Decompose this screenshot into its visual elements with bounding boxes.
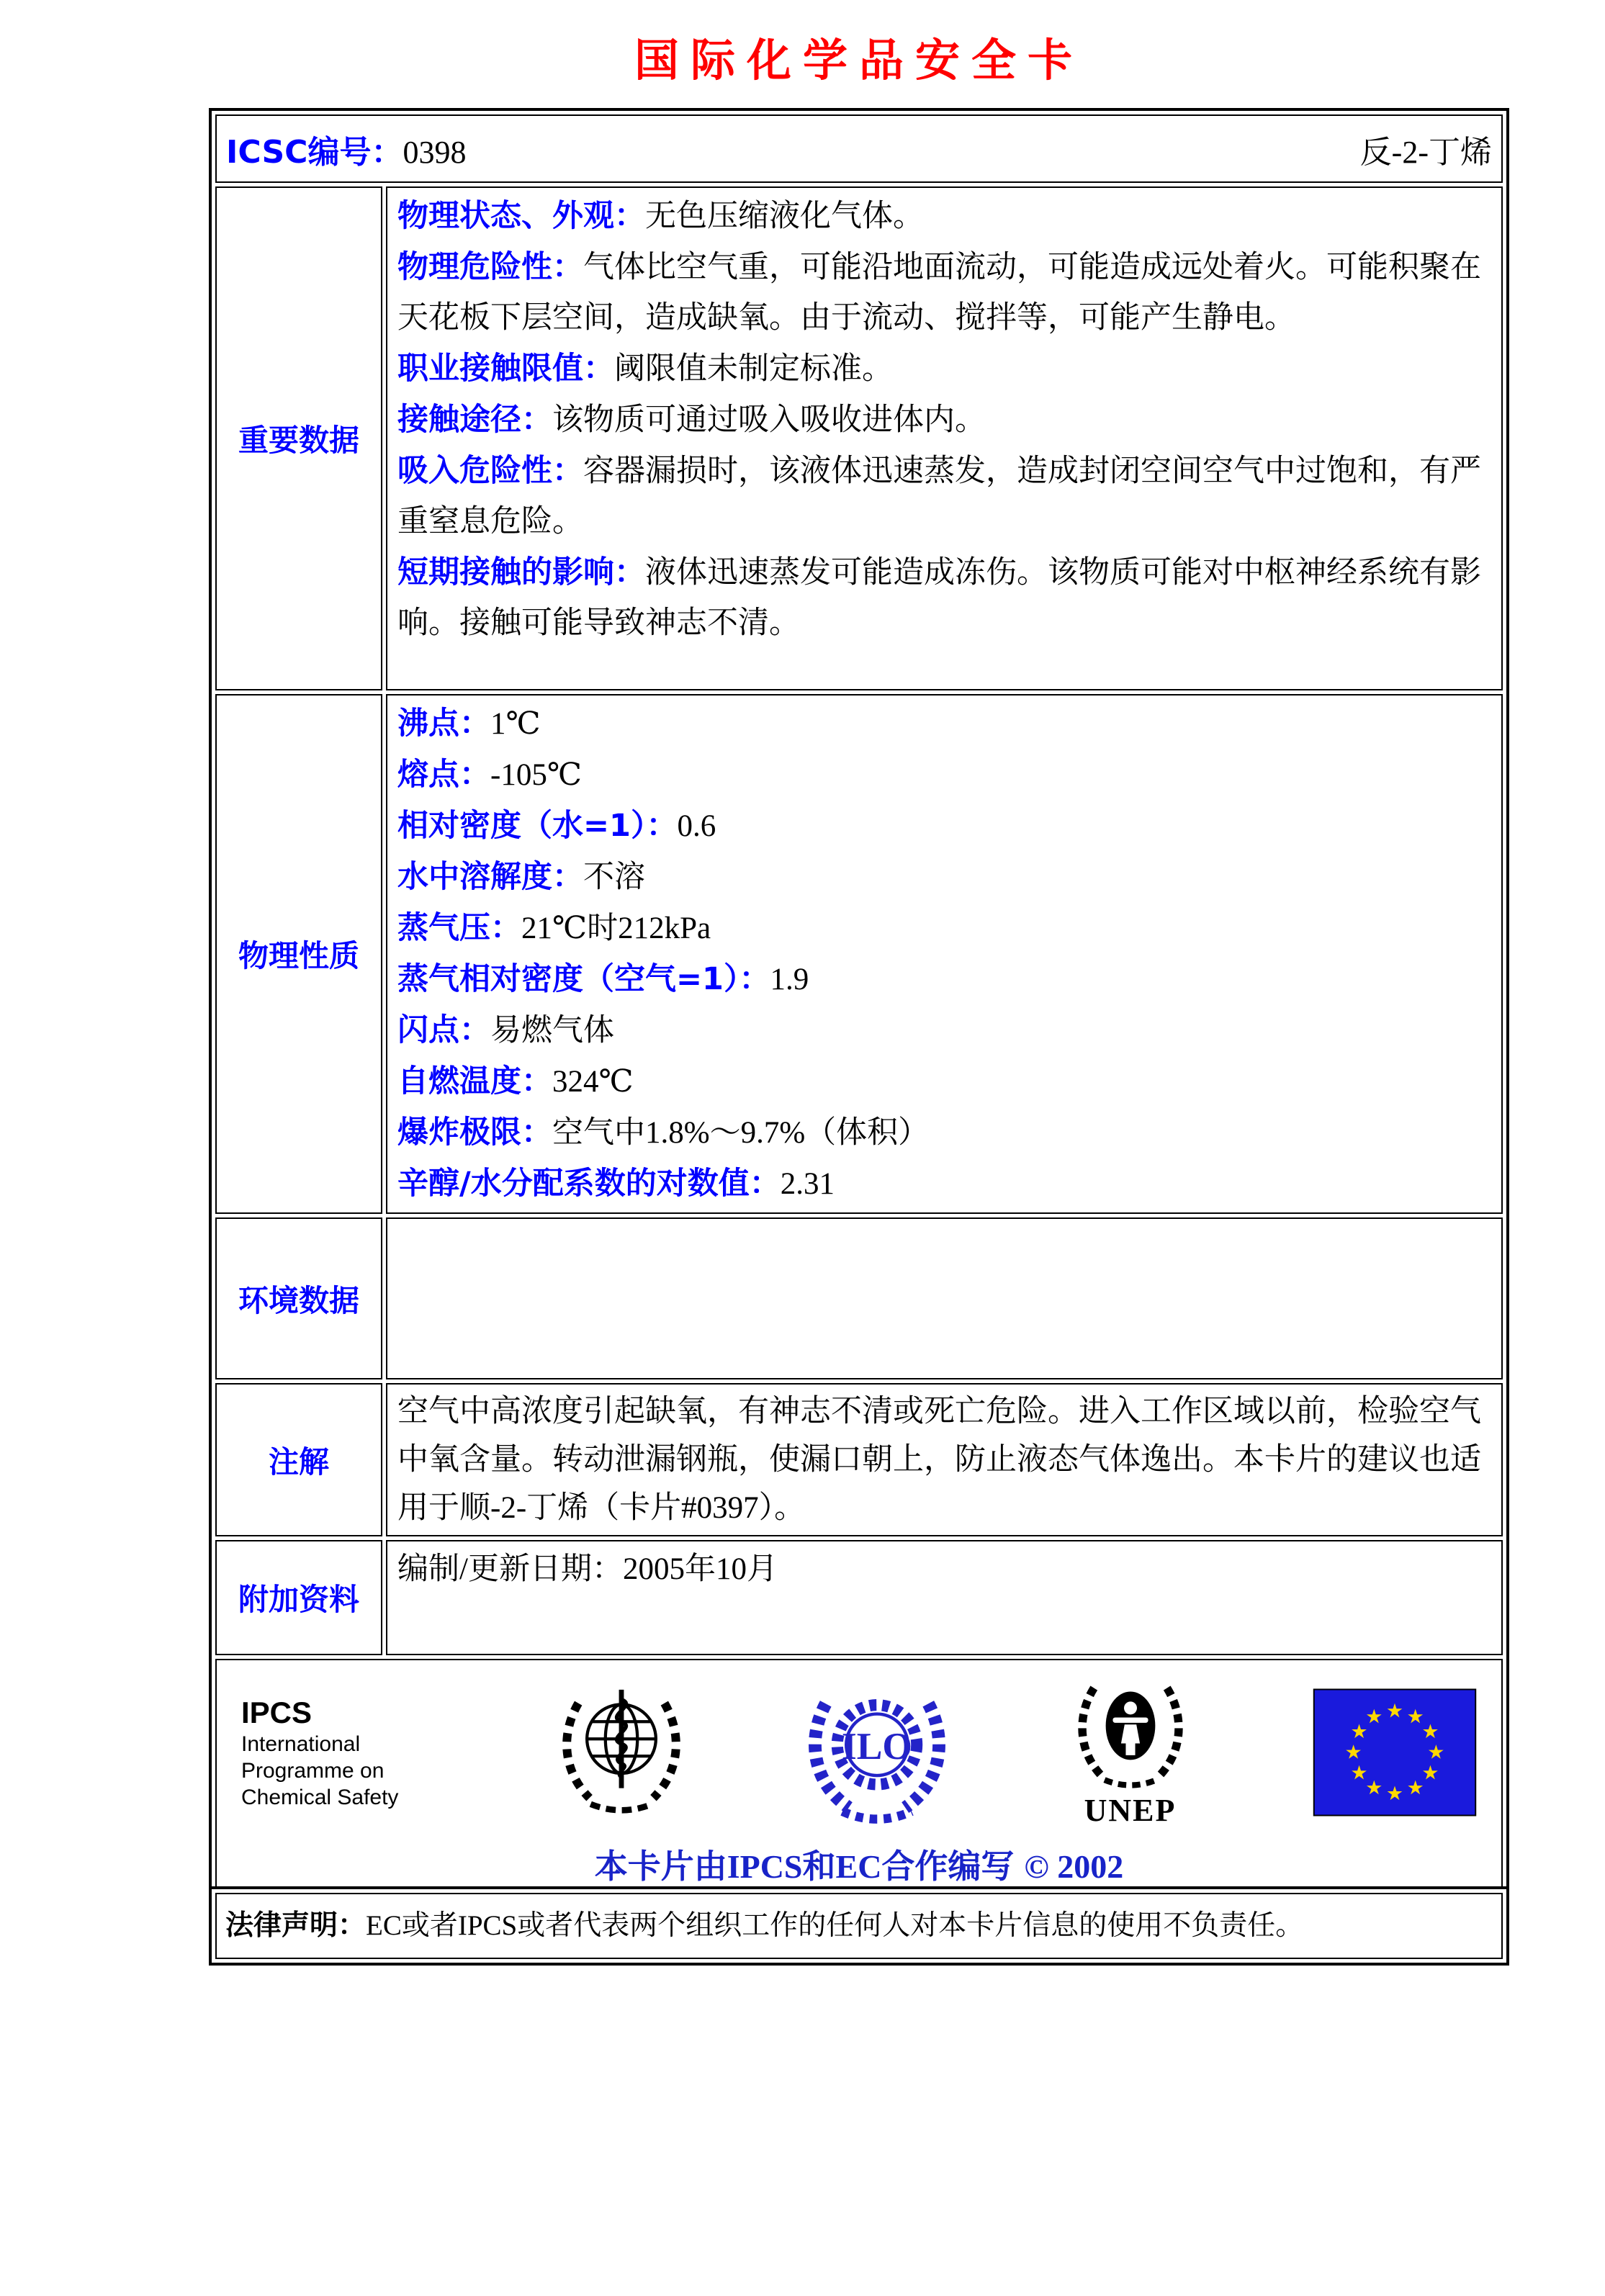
data-item: [397, 1107, 1491, 1158]
notes-content: [386, 1383, 1503, 1536]
item-label: 物理危险性：: [397, 249, 583, 285]
item-value: 阈限值未制定标准。: [614, 352, 893, 386]
item-label: 自燃温度：: [397, 1063, 552, 1099]
card-header: [217, 117, 1501, 181]
data-item: [397, 446, 1491, 547]
unep-logo-block: [1066, 1676, 1195, 1829]
data-item: [397, 191, 1491, 242]
eu-flag-icon: [1313, 1688, 1477, 1816]
important-data-content: [386, 186, 1503, 690]
data-item: [397, 698, 1491, 749]
data-item: [397, 395, 1491, 446]
data-item: [397, 1158, 1491, 1210]
footer-caption: [224, 1840, 1494, 1888]
item-label: 沸点：: [397, 706, 490, 742]
footer-row: [215, 1659, 1503, 1896]
chemical-name: 反-2-丁烯: [1359, 134, 1492, 170]
environmental-data-content: [386, 1217, 1503, 1379]
item-label: 相对密度（水=1）：: [397, 808, 678, 844]
additional-info-text: 编制/更新日期：2005年10月: [397, 1552, 778, 1586]
item-value: 易燃气体: [490, 1014, 614, 1048]
data-item: [397, 749, 1491, 801]
item-label: 蒸气压：: [397, 910, 521, 946]
item-value: 1.9: [770, 963, 809, 996]
data-item: [397, 1056, 1491, 1107]
item-value: 0.6: [677, 809, 716, 843]
section-label-physical-properties: 物理性质: [215, 694, 382, 1214]
environmental-data-row: [215, 1217, 1503, 1379]
unep-logo-text: UNEP: [1084, 1793, 1177, 1828]
ipcs-subtitle-line: Chemical Safety: [241, 1785, 399, 1809]
item-label: 闪点：: [397, 1012, 490, 1048]
icsc-number-value: 0398: [403, 134, 467, 170]
item-value: 不溶: [583, 860, 645, 894]
logo-strip: [224, 1676, 1494, 1829]
item-value: 液体迅速蒸发可能造成冻伤。该物质可能对中枢神经系统有影响。接触可能导致神志不清。: [397, 556, 1481, 640]
item-label: 蒸气相对密度（空气=1）：: [397, 961, 770, 997]
data-item: [397, 903, 1491, 954]
ipcs-title: IPCS: [241, 1695, 313, 1729]
data-item: [397, 852, 1491, 903]
data-item: [397, 242, 1491, 343]
section-label-notes: 注解: [215, 1383, 382, 1536]
item-value: 该物质可通过吸入吸收进体内。: [552, 403, 986, 437]
icsc-number: [226, 126, 466, 172]
legal-notice-text: EC或者IPCS或者代表两个组织工作的任何人对本卡片信息的使用不负责任。: [366, 1910, 1304, 1941]
item-value: -105℃: [490, 758, 582, 792]
ilo-logo-text: ILO: [841, 1724, 913, 1768]
physical-properties-row: [215, 694, 1503, 1214]
footer-caption-text: 本卡片由IPCS和EC合作编写: [594, 1848, 1015, 1885]
important-data-row: [215, 186, 1503, 690]
data-item: [397, 801, 1491, 852]
item-label: 水中溶解度：: [397, 859, 583, 895]
item-label: 吸入危险性：: [397, 453, 583, 489]
item-value: 1℃: [490, 707, 541, 741]
ipcs-text-block: [241, 1695, 436, 1811]
legal-notice-label: 法律声明：: [225, 1909, 367, 1942]
item-value: 21℃时212kPa: [521, 911, 711, 945]
legal-notice-box: [209, 1886, 1509, 1966]
item-value: 无色压缩液化气体。: [645, 199, 924, 233]
unep-logo-icon: [1066, 1676, 1195, 1794]
data-item: [397, 343, 1491, 395]
item-value: 324℃: [552, 1065, 634, 1099]
copyright-text: © 2002: [1024, 1848, 1124, 1885]
section-label-additional-info: 附加资料: [215, 1540, 382, 1655]
item-label: 职业接触限值：: [397, 351, 614, 387]
physical-properties-content: [386, 694, 1503, 1214]
item-value: 气体比空气重，可能沿地面流动，可能造成远处着火。可能积聚在天花板下层空间，造成缺氧。由于流动、搅拌等，可能产生静电。: [397, 251, 1481, 335]
additional-info-content: [386, 1540, 1503, 1655]
ipcs-subtitle-line: International: [241, 1732, 361, 1756]
data-item: [397, 954, 1491, 1005]
icsc-table: [209, 108, 1509, 1903]
item-label: 接触途径：: [397, 402, 552, 438]
item-value: 2.31: [780, 1167, 835, 1201]
who-logo-icon: [554, 1683, 689, 1822]
ipcs-subtitle-line: Programme on: [241, 1758, 385, 1783]
section-label-important-data: 重要数据: [215, 186, 382, 690]
ilo-logo-icon: [806, 1680, 948, 1824]
item-label: 辛醇/水分配系数的对数值：: [397, 1166, 781, 1202]
item-label: 熔点：: [397, 757, 490, 793]
item-value: 容器漏损时，该液体迅速蒸发，造成封闭空间空气中过饱和，有严重窒息危险。: [397, 454, 1481, 539]
additional-info-row: [215, 1540, 1503, 1655]
item-label: 短期接触的影响：: [397, 554, 645, 590]
notes-text: 空气中高浓度引起缺氧，有神志不清或死亡危险。进入工作区域以前，检验空气中氧含量。转动泄漏钢瓶，使漏口朝上，防止液态气体逸出。本卡片的建议也适用于顺-2-丁烯（卡片#0397）。: [397, 1395, 1481, 1525]
header-row: [215, 114, 1503, 183]
page-title: 国际化学品安全卡: [634, 34, 1084, 86]
notes-row: [215, 1383, 1503, 1536]
item-value: 空气中1.8%～9.7%（体积）: [552, 1116, 930, 1150]
item-label: 爆炸极限：: [397, 1115, 552, 1151]
section-label-environmental-data: 环境数据: [215, 1217, 382, 1379]
data-item: [397, 547, 1491, 649]
item-label: 物理状态、外观：: [397, 198, 645, 234]
legal-notice: [215, 1893, 1503, 1959]
icsc-number-label: ICSC编号：: [226, 133, 403, 171]
data-item: [397, 1005, 1491, 1056]
